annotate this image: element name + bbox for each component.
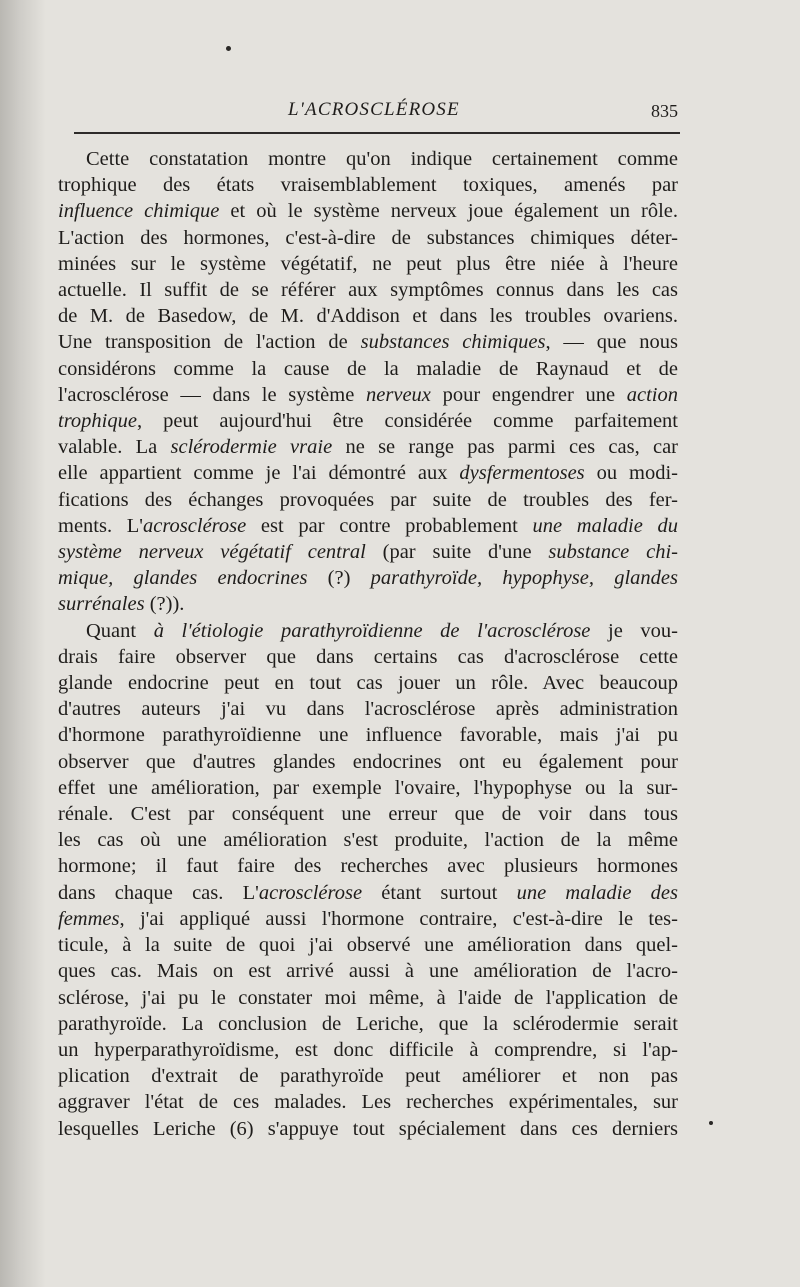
text-line: L'action des hormones, c'est-à-dire de substances chimiques déter-	[58, 226, 678, 249]
text-line: ticule, à la suite de quoi j'ai observé une amélioration dans quel-	[58, 934, 678, 957]
text-line: considérons comme la cause de la maladie de Raynaud et de	[58, 357, 678, 380]
text-line: drais faire observer que dans certains cas d'acrosclérose cette	[58, 645, 678, 668]
text-line: lesquelles Leriche (6) s'appuye tout spécialement dans ces derniers	[58, 1117, 678, 1140]
text-line: Cette constatation montre qu'on indique certainement comme	[86, 148, 678, 170]
text-line: surrénales (?)).	[58, 593, 185, 616]
text-line: observer que d'autres glandes endocrines ont eu également pour	[58, 750, 678, 773]
text-line: d'autres auteurs j'ai vu dans l'acrosclérose après administration	[58, 698, 678, 721]
text-line: elle appartient comme je l'ai démontré aux dysfermentoses ou modi-	[58, 462, 679, 485]
text-line: de M. de Basedow, de M. d'Addison et dans les troubles ovariens.	[58, 305, 678, 328]
text-line: parathyroïde. La conclusion de Leriche, que la sclérodermie serait	[58, 1012, 678, 1035]
text-line: mique, glandes endocrines (?) parathyroïde, hypophyse, glandes	[58, 567, 678, 590]
text-line: rénale. C'est par conséquent une erreur que de voir dans tous	[58, 803, 678, 826]
text-line: ques cas. Mais on est arrivé aussi à une amélioration de l'acro-	[58, 960, 678, 983]
text-line: effet une amélioration, par exemple l'ovaire, l'hypophyse ou la sur-	[58, 776, 678, 799]
ink-speck	[226, 46, 231, 51]
text-line: fications des échanges provoquées par suite de troubles des fer-	[58, 488, 678, 511]
text-line: ments. L'acrosclérose est par contre probablement une maladie du	[58, 514, 678, 537]
text-line: minées sur le système végétatif, ne peut plus être niée à l'heure	[58, 252, 678, 275]
page-number: 835	[651, 101, 678, 121]
running-header-title: L'ACROSCLÉROSE	[288, 99, 460, 120]
header-rule	[74, 132, 680, 134]
text-line: dans chaque cas. L'acrosclérose étant surtout une maladie des	[58, 881, 678, 904]
text-line: Une transposition de l'action de substances chimiques, — que nous	[58, 331, 679, 354]
text-line: femmes, j'ai appliqué aussi l'hormone contraire, c'est-à-dire le tes-	[58, 907, 678, 930]
text-line: trophique des états vraisemblablement toxiques, amenés par	[58, 174, 678, 197]
text-line: un hyperparathyroïdisme, est donc difficile à comprendre, si l'ap-	[58, 1038, 678, 1061]
ink-speck	[709, 1121, 713, 1125]
text-line: influence chimique et où le système nerveux joue également un rôle.	[58, 200, 679, 223]
text-line: système nerveux végétatif central (par suite d'une substance chi-	[58, 541, 678, 564]
text-line: trophique, peut aujourd'hui être considérée comme parfaitement	[58, 410, 678, 433]
text-line: glande endocrine peut en tout cas jouer un rôle. Avec beaucoup	[58, 672, 678, 695]
text-line: plication d'extrait de parathyroïde peut améliorer et non pas	[58, 1065, 678, 1088]
text-line: valable. La sclérodermie vraie ne se range pas parmi ces cas, car	[58, 436, 679, 459]
text-line: actuelle. Il suffit de se référer aux symptômes connus dans les cas	[58, 279, 678, 302]
text-line: aggraver l'état de ces malades. Les recherches expérimentales, sur	[58, 1091, 678, 1114]
text-line: l'acrosclérose — dans le système nerveux pour engendrer une action	[58, 383, 678, 406]
body-text	[58, 146, 678, 1142]
text-line: les cas où une amélioration s'est produite, l'action de la même	[58, 829, 678, 852]
text-line: d'hormone parathyroïdienne une influence favorable, mais j'ai pu	[58, 724, 678, 747]
text-line: Quant à l'étiologie parathyroïdienne de l'acrosclérose je vou-	[86, 619, 678, 642]
text-line: sclérose, j'ai pu le constater moi même, à l'aide de l'application de	[58, 986, 678, 1009]
text-line: hormone; il faut faire des recherches avec plusieurs hormones	[58, 855, 678, 878]
scan-edge-shadow	[0, 0, 46, 1287]
